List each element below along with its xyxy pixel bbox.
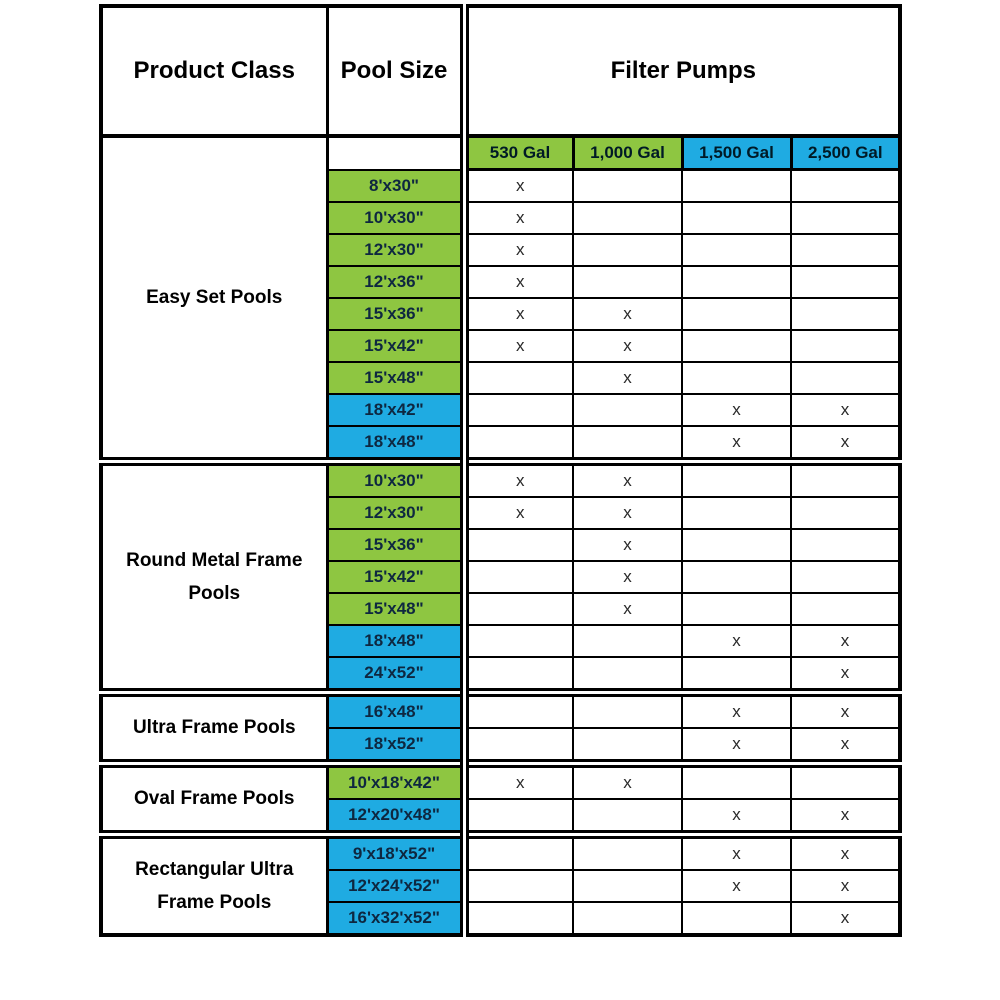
compat-mark-cell: x	[573, 497, 682, 529]
compat-empty-cell	[573, 657, 682, 693]
compat-empty-cell	[791, 362, 900, 394]
compat-empty-cell	[791, 561, 900, 593]
compat-mark-cell: x	[791, 835, 900, 871]
compat-mark-cell: x	[682, 835, 791, 871]
compat-empty-cell	[791, 202, 900, 234]
compat-mark-cell: x	[682, 728, 791, 764]
compat-mark-cell: x	[464, 170, 573, 203]
compat-empty-cell	[573, 202, 682, 234]
pool-size-cell: 10'x30"	[327, 462, 464, 498]
compat-empty-cell	[682, 362, 791, 394]
pool-size-cell: 18'x48"	[327, 625, 464, 657]
compat-empty-cell	[791, 234, 900, 266]
compat-empty-cell	[573, 266, 682, 298]
compat-mark-cell: x	[791, 657, 900, 693]
compat-empty-cell	[464, 394, 573, 426]
compat-mark-cell: x	[791, 625, 900, 657]
compat-mark-cell: x	[573, 298, 682, 330]
compat-mark-cell: x	[682, 693, 791, 729]
compat-mark-cell: x	[573, 529, 682, 561]
compat-empty-cell	[464, 529, 573, 561]
compat-mark-cell: x	[464, 497, 573, 529]
compat-mark-cell: x	[464, 234, 573, 266]
filter-pumps-header: Filter Pumps	[464, 6, 900, 136]
compat-empty-cell	[791, 529, 900, 561]
compat-empty-cell	[791, 764, 900, 800]
pool-size-cell: 12'x20'x48"	[327, 799, 464, 835]
compat-empty-cell	[464, 561, 573, 593]
pump-column-header: 1,000 Gal	[573, 136, 682, 170]
pool-size-header: Pool Size	[327, 6, 464, 136]
pool-size-cell: 18'x48"	[327, 426, 464, 462]
compat-mark-cell: x	[791, 426, 900, 462]
compat-mark-cell: x	[573, 561, 682, 593]
pool-size-cell: 15'x48"	[327, 362, 464, 394]
compat-empty-cell	[682, 593, 791, 625]
compat-empty-cell	[791, 497, 900, 529]
compat-empty-cell	[573, 426, 682, 462]
compat-empty-cell	[464, 902, 573, 935]
compat-empty-cell	[464, 870, 573, 902]
compat-mark-cell: x	[464, 298, 573, 330]
pool-size-cell: 16'x48"	[327, 693, 464, 729]
compat-mark-cell: x	[791, 394, 900, 426]
compat-empty-cell	[791, 462, 900, 498]
compat-empty-cell	[573, 170, 682, 203]
pool-size-cell: 12'x36"	[327, 266, 464, 298]
compat-empty-cell	[573, 835, 682, 871]
compat-empty-cell	[791, 170, 900, 203]
compat-empty-cell	[791, 330, 900, 362]
compat-empty-cell	[573, 625, 682, 657]
compat-mark-cell: x	[791, 728, 900, 764]
compat-empty-cell	[791, 593, 900, 625]
table-row	[101, 764, 900, 800]
compat-empty-cell	[573, 728, 682, 764]
compat-empty-cell	[682, 561, 791, 593]
compat-mark-cell: x	[682, 799, 791, 835]
pool-size-cell: 24'x52"	[327, 657, 464, 693]
compat-mark-cell: x	[464, 462, 573, 498]
pool-size-cell: 15'x42"	[327, 561, 464, 593]
compat-empty-cell	[464, 799, 573, 835]
pool-size-cell: 9'x18'x52"	[327, 835, 464, 871]
pool-filter-pump-compatibility-sheet	[99, 4, 902, 937]
pool-size-cell: 15'x48"	[327, 593, 464, 625]
pool-size-cell: 18'x52"	[327, 728, 464, 764]
compat-mark-cell: x	[682, 394, 791, 426]
pool-size-cell: 15'x36"	[327, 529, 464, 561]
compat-empty-cell	[791, 298, 900, 330]
table-row	[101, 835, 900, 871]
pool-size-cell: 12'x30"	[327, 497, 464, 529]
compat-empty-cell	[682, 497, 791, 529]
compat-empty-cell	[573, 870, 682, 902]
compat-empty-cell	[464, 593, 573, 625]
product-class-cell: Rectangular Ultra Frame Pools	[101, 835, 327, 936]
compat-empty-cell	[682, 170, 791, 203]
compat-mark-cell: x	[682, 426, 791, 462]
filter-pump-compatibility-table	[99, 4, 902, 937]
compat-mark-cell: x	[464, 202, 573, 234]
compat-mark-cell: x	[791, 799, 900, 835]
compat-mark-cell: x	[573, 764, 682, 800]
compat-mark-cell: x	[464, 266, 573, 298]
table-row	[101, 462, 900, 498]
pool-size-cell: 10'x30"	[327, 202, 464, 234]
table-row	[101, 136, 900, 170]
compat-empty-cell	[573, 902, 682, 935]
compat-mark-cell: x	[791, 693, 900, 729]
compat-empty-cell	[682, 462, 791, 498]
pool-size-empty-cell	[327, 136, 464, 170]
compat-mark-cell: x	[573, 330, 682, 362]
compat-empty-cell	[464, 728, 573, 764]
compat-empty-cell	[682, 298, 791, 330]
compat-mark-cell: x	[791, 902, 900, 935]
compat-empty-cell	[464, 362, 573, 394]
compat-empty-cell	[682, 266, 791, 298]
compat-empty-cell	[682, 529, 791, 561]
pool-size-cell: 15'x42"	[327, 330, 464, 362]
table-row	[101, 693, 900, 729]
compat-empty-cell	[464, 426, 573, 462]
compat-empty-cell	[464, 625, 573, 657]
compat-empty-cell	[791, 266, 900, 298]
compat-empty-cell	[464, 657, 573, 693]
compat-mark-cell: x	[682, 625, 791, 657]
product-class-cell: Round Metal Frame Pools	[101, 462, 327, 693]
compat-empty-cell	[464, 835, 573, 871]
pool-size-cell: 16'x32'x52"	[327, 902, 464, 935]
compat-mark-cell: x	[682, 870, 791, 902]
compat-empty-cell	[573, 394, 682, 426]
compat-empty-cell	[682, 902, 791, 935]
compat-empty-cell	[464, 693, 573, 729]
compat-empty-cell	[682, 202, 791, 234]
compat-mark-cell: x	[573, 593, 682, 625]
product-class-cell: Ultra Frame Pools	[101, 693, 327, 764]
compat-empty-cell	[682, 234, 791, 266]
compat-mark-cell: x	[573, 462, 682, 498]
main-header-row	[101, 6, 900, 136]
pool-size-cell: 8'x30"	[327, 170, 464, 203]
pool-size-cell: 12'x24'x52"	[327, 870, 464, 902]
compat-mark-cell: x	[464, 764, 573, 800]
compat-mark-cell: x	[791, 870, 900, 902]
compat-empty-cell	[573, 693, 682, 729]
pump-column-header: 530 Gal	[464, 136, 573, 170]
pump-column-header: 1,500 Gal	[682, 136, 791, 170]
pool-size-cell: 10'x18'x42"	[327, 764, 464, 800]
compat-empty-cell	[682, 764, 791, 800]
product-class-cell: Oval Frame Pools	[101, 764, 327, 835]
compat-empty-cell	[573, 799, 682, 835]
compat-mark-cell: x	[464, 330, 573, 362]
table-body	[101, 136, 900, 935]
pool-size-cell: 12'x30"	[327, 234, 464, 266]
compat-empty-cell	[682, 657, 791, 693]
product-class-header: Product Class	[101, 6, 327, 136]
compat-empty-cell	[682, 330, 791, 362]
pool-size-cell: 18'x42"	[327, 394, 464, 426]
pool-size-cell: 15'x36"	[327, 298, 464, 330]
pump-column-header: 2,500 Gal	[791, 136, 900, 170]
compat-mark-cell: x	[573, 362, 682, 394]
product-class-cell: Easy Set Pools	[101, 136, 327, 462]
compat-empty-cell	[573, 234, 682, 266]
